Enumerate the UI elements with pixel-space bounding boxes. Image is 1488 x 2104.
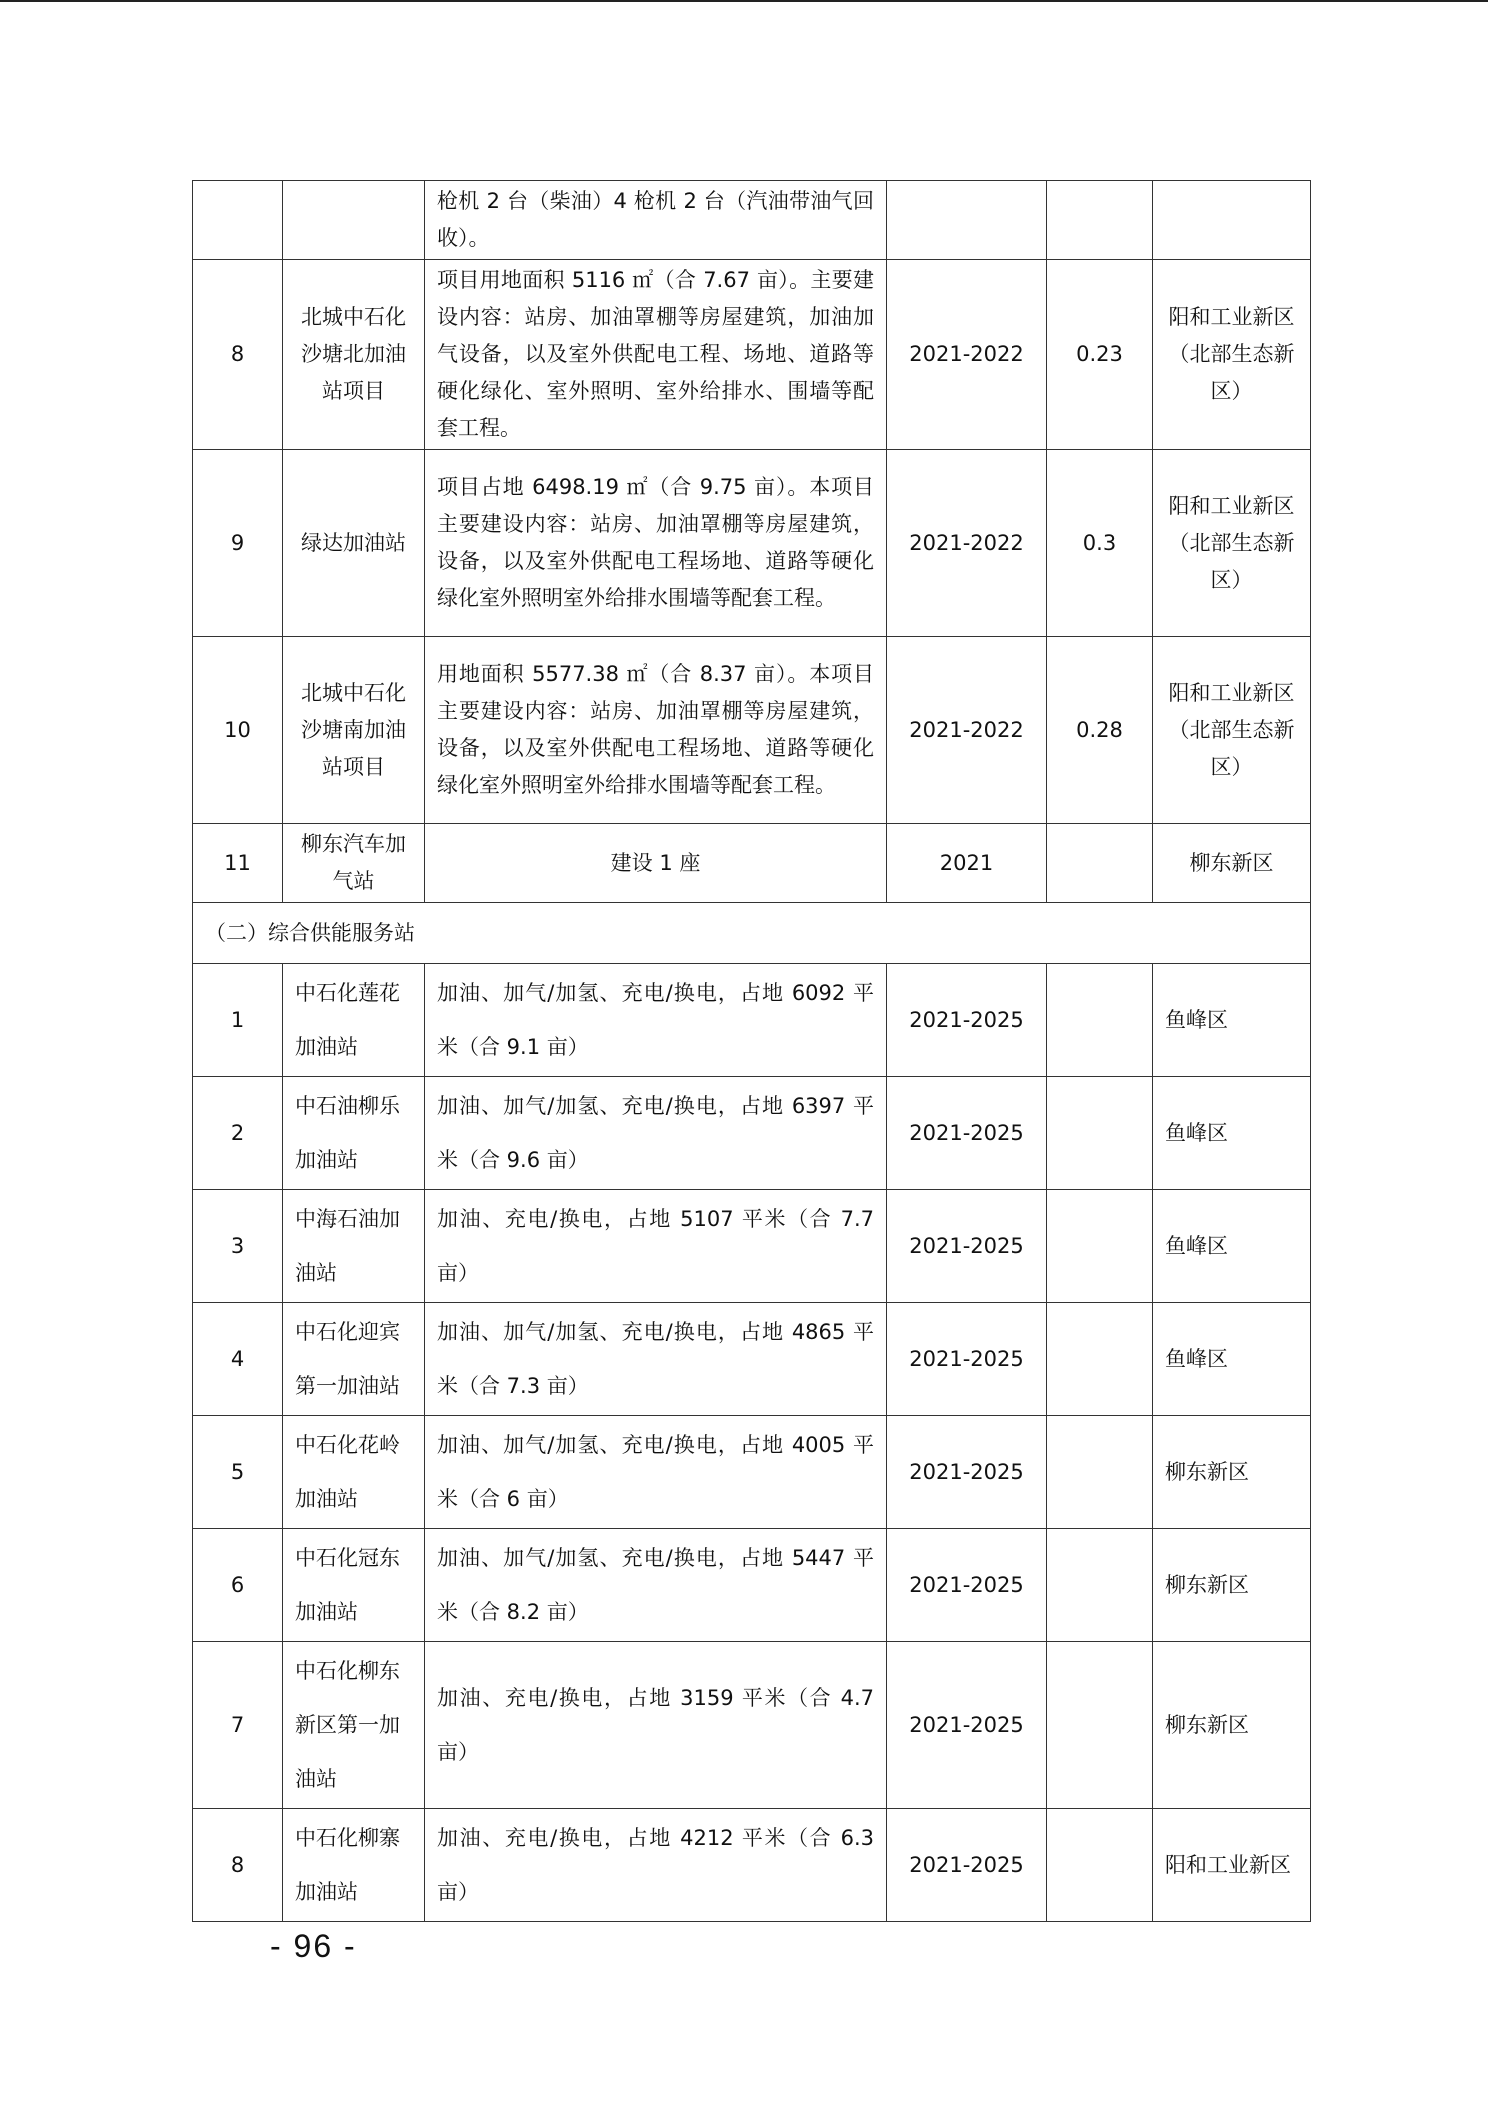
location: 柳东新区 <box>1153 824 1311 903</box>
row-number: 1 <box>193 964 283 1077</box>
table-row <box>193 1303 1311 1416</box>
construction-period: 2021-2025 <box>887 1642 1047 1809</box>
construction-period: 2021-2022 <box>887 260 1047 450</box>
station-name: 北城中石化沙塘南加油站项目 <box>283 637 425 824</box>
table-row <box>193 181 1311 260</box>
row-number: 2 <box>193 1077 283 1190</box>
station-name: 中石化迎宾第一加油站 <box>283 1303 425 1416</box>
construction-content: 用地面积 5577.38 ㎡（合 8.37 亩）。本项目主要建设内容：站房、加油罩棚等房屋建筑，设备，以及室外供配电工程场地、道路等硬化绿化室外照明室外给排水围墙等配套工程。 <box>425 637 887 824</box>
station-name: 中石化柳东新区第一加油站 <box>283 1642 425 1809</box>
table-row <box>193 964 1311 1077</box>
construction-period: 2021 <box>887 824 1047 903</box>
table-row <box>193 1529 1311 1642</box>
location: 鱼峰区 <box>1153 1077 1311 1190</box>
row-number: 9 <box>193 450 283 637</box>
investment <box>1047 1077 1153 1190</box>
location: 柳东新区 <box>1153 1529 1311 1642</box>
investment <box>1047 181 1153 260</box>
construction-content: 项目占地 6498.19 ㎡（合 9.75 亩）。本项目主要建设内容：站房、加油罩棚等房屋建筑，设备，以及室外供配电工程场地、道路等硬化绿化室外照明室外给排水围墙等配套工程。 <box>425 450 887 637</box>
page-number: - 96 - <box>270 1928 357 1964</box>
row-number: 5 <box>193 1416 283 1529</box>
construction-content: 加油、充电/换电，占地 4212 平米（合 6.3 亩） <box>425 1809 887 1922</box>
investment <box>1047 964 1153 1077</box>
station-name: 北城中石化沙塘北加油站项目 <box>283 260 425 450</box>
section-header-row <box>193 903 1311 964</box>
location: 柳东新区 <box>1153 1642 1311 1809</box>
investment <box>1047 1190 1153 1303</box>
station-name <box>283 181 425 260</box>
station-name: 中石化冠东加油站 <box>283 1529 425 1642</box>
project-table <box>192 180 1311 1922</box>
location <box>1153 181 1311 260</box>
row-number: 8 <box>193 1809 283 1922</box>
construction-period: 2021-2025 <box>887 1529 1047 1642</box>
investment <box>1047 1416 1153 1529</box>
location: 鱼峰区 <box>1153 1190 1311 1303</box>
construction-content: 建设 1 座 <box>425 824 887 903</box>
table-row <box>193 260 1311 450</box>
investment: 0.23 <box>1047 260 1153 450</box>
construction-content: 加油、加气/加氢、充电/换电，占地 6397 平米（合 9.6 亩） <box>425 1077 887 1190</box>
station-name: 中海石油加油站 <box>283 1190 425 1303</box>
construction-period: 2021-2022 <box>887 637 1047 824</box>
location: 阳和工业新区（北部生态新区） <box>1153 637 1311 824</box>
investment <box>1047 1809 1153 1922</box>
location: 柳东新区 <box>1153 1416 1311 1529</box>
station-name: 中石油柳乐加油站 <box>283 1077 425 1190</box>
table-row <box>193 450 1311 637</box>
construction-period: 2021-2022 <box>887 450 1047 637</box>
investment <box>1047 1303 1153 1416</box>
construction-period <box>887 181 1047 260</box>
row-number: 11 <box>193 824 283 903</box>
construction-content: 加油、加气/加氢、充电/换电，占地 4865 平米（合 7.3 亩） <box>425 1303 887 1416</box>
table-row <box>193 1190 1311 1303</box>
location: 鱼峰区 <box>1153 964 1311 1077</box>
table-row <box>193 1642 1311 1809</box>
row-number: 10 <box>193 637 283 824</box>
table-row <box>193 1416 1311 1529</box>
construction-content: 加油、加气/加氢、充电/换电，占地 6092 平米（合 9.1 亩） <box>425 964 887 1077</box>
construction-period: 2021-2025 <box>887 1416 1047 1529</box>
location: 阳和工业新区（北部生态新区） <box>1153 450 1311 637</box>
investment <box>1047 1529 1153 1642</box>
construction-content: 项目用地面积 5116 ㎡（合 7.67 亩）。主要建设内容：站房、加油罩棚等房屋建筑，加油加气设备，以及室外供配电工程、场地、道路等硬化绿化、室外照明、室外给排水、围墙等配套工程。 <box>425 260 887 450</box>
station-name: 中石化莲花加油站 <box>283 964 425 1077</box>
construction-period: 2021-2025 <box>887 1077 1047 1190</box>
construction-content: 枪机 2 台（柴油）4 枪机 2 台（汽油带油气回收）。 <box>425 181 887 260</box>
investment: 0.3 <box>1047 450 1153 637</box>
construction-period: 2021-2025 <box>887 1303 1047 1416</box>
construction-content: 加油、加气/加氢、充电/换电，占地 4005 平米（合 6 亩） <box>425 1416 887 1529</box>
station-name: 中石化柳寨加油站 <box>283 1809 425 1922</box>
construction-period: 2021-2025 <box>887 1809 1047 1922</box>
row-number: 4 <box>193 1303 283 1416</box>
location: 阳和工业新区 <box>1153 1809 1311 1922</box>
station-name: 中石化花岭加油站 <box>283 1416 425 1529</box>
table-row <box>193 1077 1311 1190</box>
station-name: 柳东汽车加气站 <box>283 824 425 903</box>
construction-content: 加油、加气/加氢、充电/换电，占地 5447 平米（合 8.2 亩） <box>425 1529 887 1642</box>
row-number <box>193 181 283 260</box>
construction-content: 加油、充电/换电，占地 3159 平米（合 4.7 亩） <box>425 1642 887 1809</box>
station-name: 绿达加油站 <box>283 450 425 637</box>
investment: 0.28 <box>1047 637 1153 824</box>
table-row <box>193 824 1311 903</box>
section-title: （二）综合供能服务站 <box>193 903 1311 964</box>
row-number: 8 <box>193 260 283 450</box>
row-number: 7 <box>193 1642 283 1809</box>
investment <box>1047 1642 1153 1809</box>
location: 阳和工业新区（北部生态新区） <box>1153 260 1311 450</box>
row-number: 6 <box>193 1529 283 1642</box>
construction-period: 2021-2025 <box>887 964 1047 1077</box>
table-row <box>193 1809 1311 1922</box>
row-number: 3 <box>193 1190 283 1303</box>
construction-period: 2021-2025 <box>887 1190 1047 1303</box>
construction-content: 加油、充电/换电，占地 5107 平米（合 7.7 亩） <box>425 1190 887 1303</box>
investment <box>1047 824 1153 903</box>
location: 鱼峰区 <box>1153 1303 1311 1416</box>
page-top-border <box>0 0 1488 2</box>
table-row <box>193 637 1311 824</box>
